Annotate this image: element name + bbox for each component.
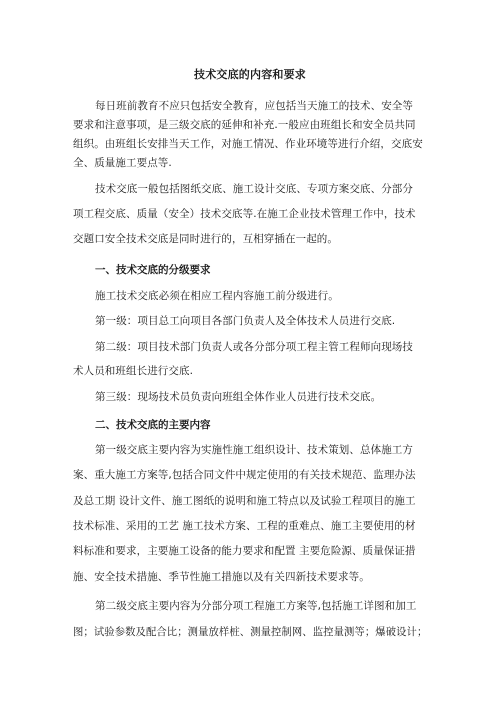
paragraph-5-line-1: 第二级：项目技术部门负责人或各分部分项工程主管工程师向现场技: [95, 341, 413, 353]
section-heading-2: 二、技术交底的主要内容: [95, 419, 211, 431]
paragraph-2-line-3: 交题口安全技术交底是同时进行的，互相穿插在一起的。: [73, 233, 338, 245]
paragraph-8-line-1: 第二级交底主要内容为分部分项工程施工方案等,包括施工详图和加工: [95, 600, 417, 612]
paragraph-7-line-1: 第一级交底主要内容为实施性施工组织设计、技术策划、总体施工方: [95, 444, 413, 456]
paragraph-7-line-5: 料标准和要求，主要施工设备的能力要求和配置 主要危险源、质量保证措: [73, 545, 416, 557]
paragraph-8-line-2: 图；试验参数及配合比；测量放样桩、测量控制网、监控量测等；爆破设计；: [73, 626, 428, 638]
paragraph-1-line-4: 全、质量施工要点等.: [73, 157, 172, 169]
paragraph-6: 第三级：现场技术员负责向班组全体作业人员进行技术交底。: [95, 391, 382, 403]
paragraph-7-line-3: 及总工期 设计文件、施工图纸的说明和施工特点以及试验工程项目的施工: [73, 495, 416, 507]
paragraph-5-line-2: 术人员和班组长进行交底.: [73, 365, 194, 377]
paragraph-1-line-1: 每日班前教育不应只包括安全教育，应包括当天施工的技术、安全等: [95, 100, 413, 112]
paragraph-1-line-3: 组织。由班组长安排当天工作，对施工情况、作业环境等进行介绍，交底安: [73, 138, 423, 150]
paragraph-2-line-2: 项工程交底、质量（安全）技术交底等.在施工企业技术管理工作中，技术: [73, 208, 416, 220]
paragraph-4: 第一级：项目总工向项目各部门负责人及全体技术人员进行交底.: [95, 315, 396, 327]
paragraph-7-line-6: 施、安全技术措施、季节性施工措施以及有关四新技术要求等。: [73, 571, 370, 583]
paragraph-3: 施工技术交底必须在相应工程内容施工前分级进行。: [95, 290, 339, 302]
section-heading-1: 一、技术交底的分级要求: [95, 264, 211, 276]
document-title: 技术交底的内容和要求: [194, 68, 306, 81]
paragraph-7-line-4: 技术标准、采用的工艺 施工技术方案、工程的重难点、施工主要使用的材: [73, 520, 416, 532]
paragraph-7-line-2: 案、重大施工方案等,包括合同文件中规定使用的有关技术规范、监理办法: [73, 469, 416, 481]
paragraph-2-line-1: 技术交底一般包括图纸交底、施工设计交底、专项方案交底、分部分: [95, 183, 413, 195]
paragraph-1-line-2: 要求和注意事项，是三级交底的延伸和补充.一般应由班组长和安全员共同: [73, 119, 416, 131]
